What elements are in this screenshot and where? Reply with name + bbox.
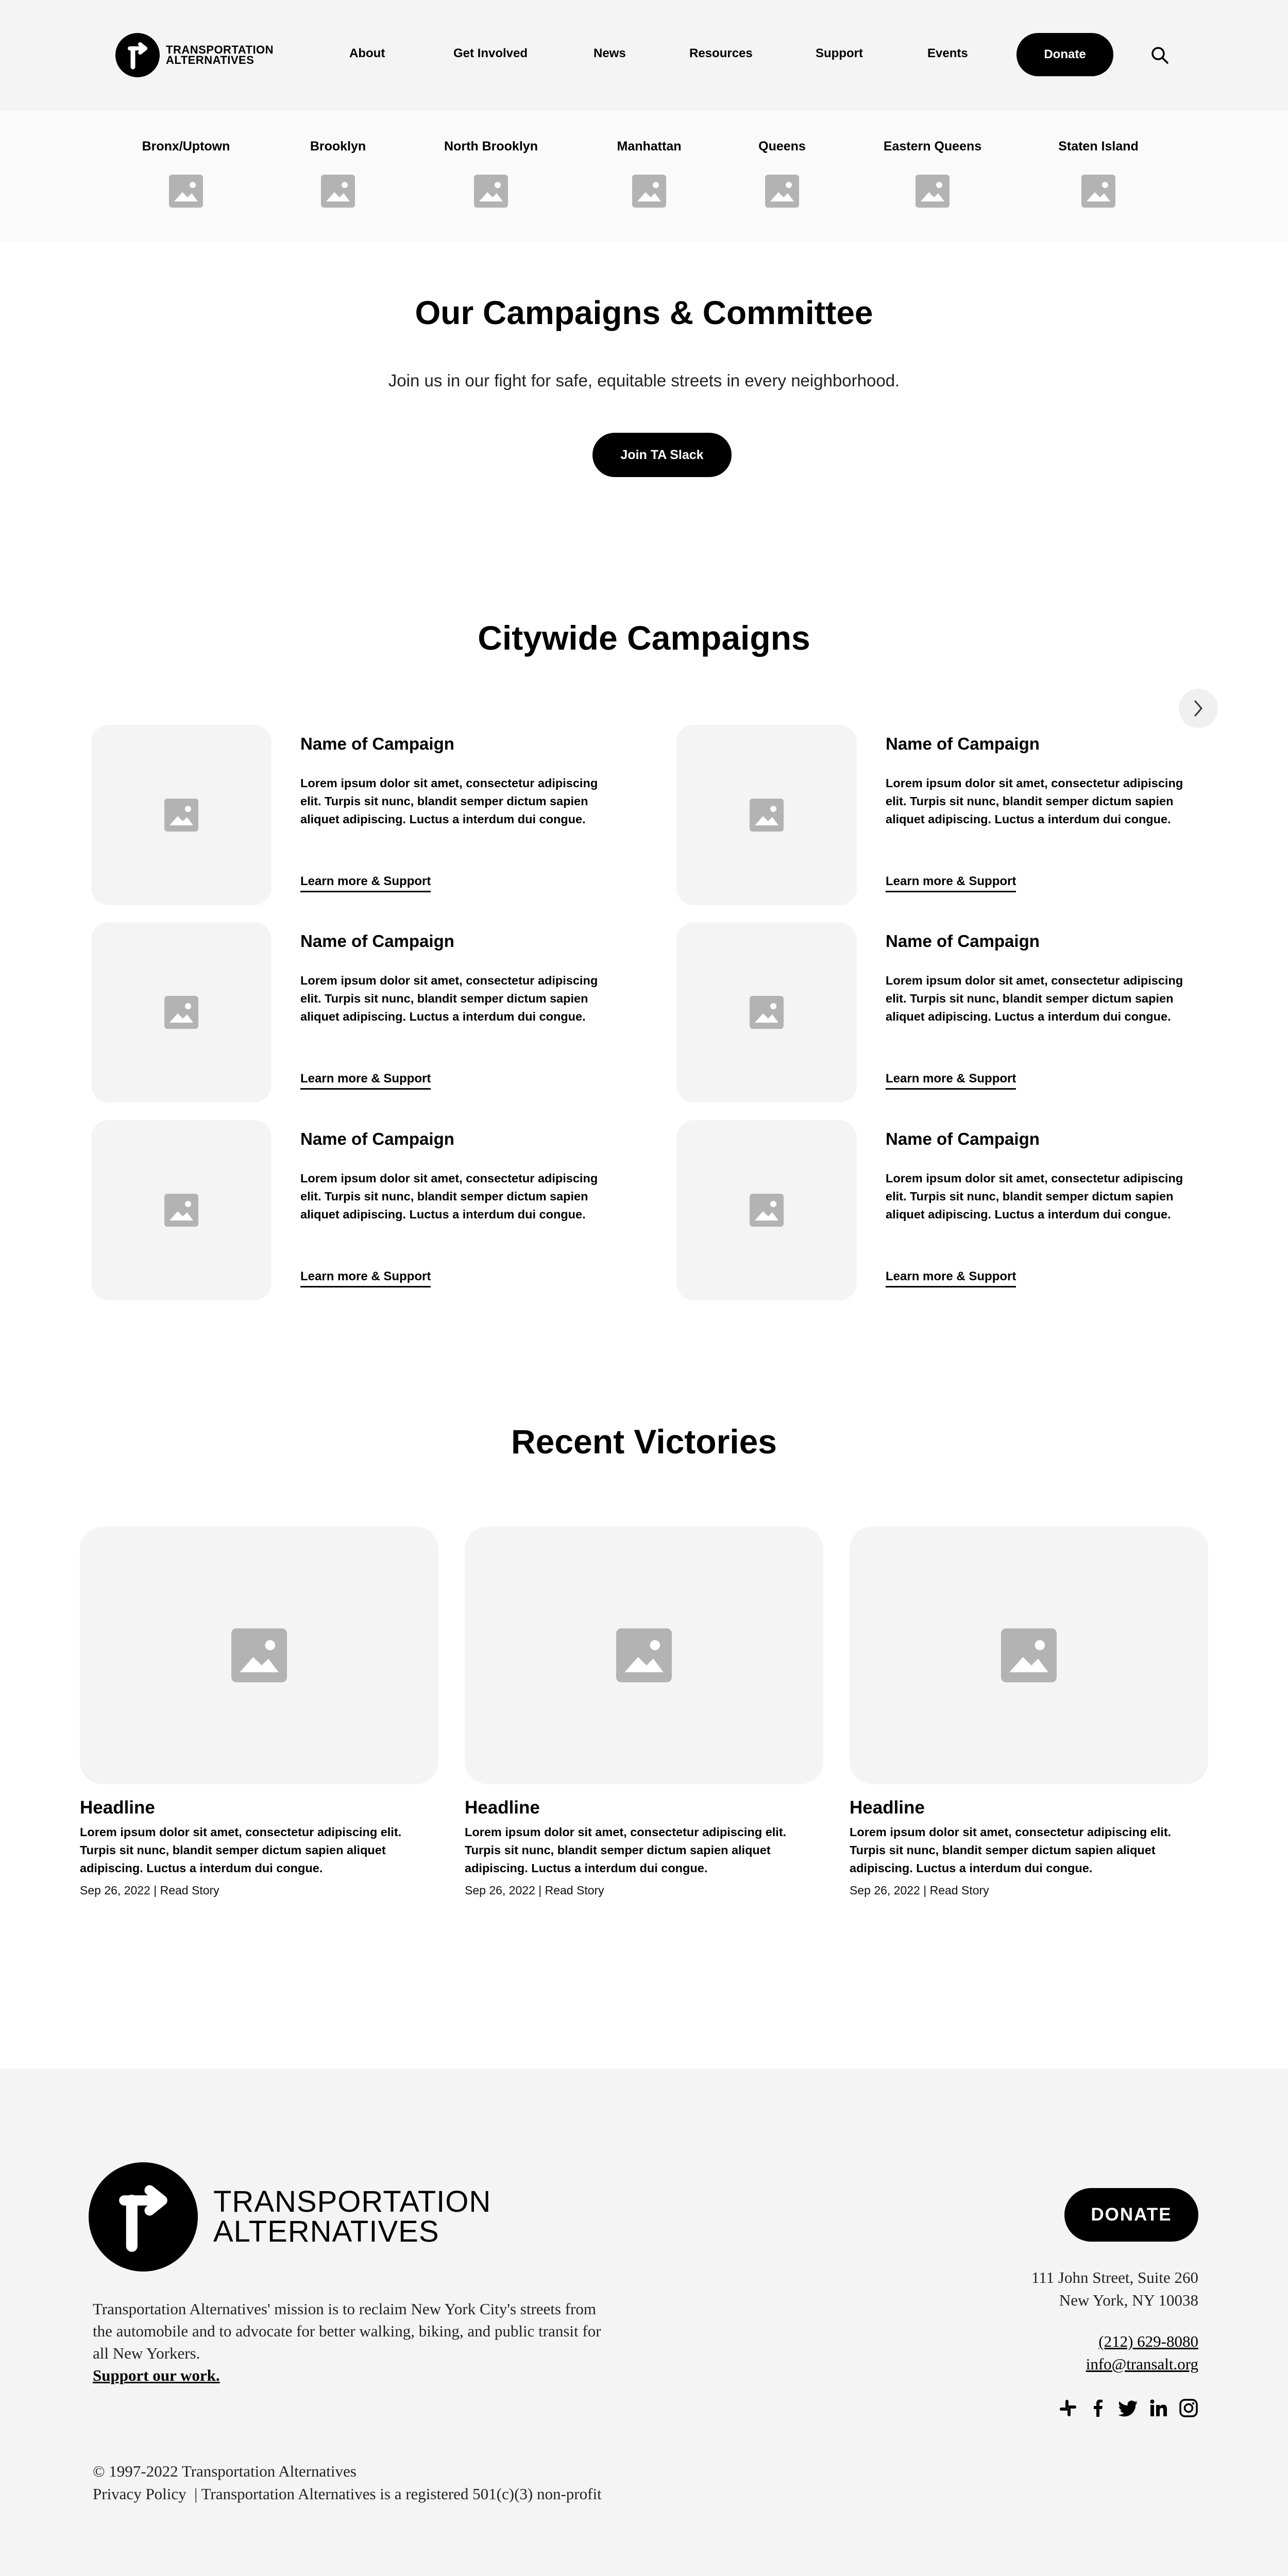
nav-news[interactable]: News: [594, 46, 626, 60]
victory-date: Sep 26, 2022: [850, 1884, 920, 1897]
logo[interactable]: [115, 33, 274, 77]
victory-date: Sep 26, 2022: [80, 1884, 150, 1897]
victory-headline[interactable]: Headline: [850, 1798, 925, 1818]
victory-image[interactable]: [80, 1527, 438, 1784]
campaign-name: Name of Campaign: [886, 931, 1040, 951]
footer-logo-line2: ALTERNATIVES: [213, 2215, 439, 2248]
address-line2: New York, NY 10038: [1059, 2291, 1198, 2309]
campaign-name: Name of Campaign: [300, 931, 454, 951]
nav-get-involved[interactable]: Get Involved: [453, 46, 528, 60]
campaign-name: Name of Campaign: [300, 734, 454, 753]
contact-info: [1086, 2330, 1198, 2376]
victory-image[interactable]: [465, 1527, 823, 1784]
borough-item[interactable]: [114, 139, 258, 208]
victory-description: Lorem ipsum dolor sit amet, consectetur adipiscing elit. Turpis sit nunc, blandit semper dictum sapien aliquet adipiscing. Luctus a interdum dui congue.: [465, 1825, 787, 1875]
page-title: Our Campaigns & Committee: [415, 294, 873, 331]
campaign-description: Lorem ipsum dolor sit amet, consectetur adipiscing elit. Turpis sit nunc, blandit semper dictum sapien aliquet adipiscing. Luctus a interdum dui congue.: [300, 974, 598, 1023]
site-header: [0, 0, 1288, 111]
borough-label: Brooklyn: [310, 139, 366, 154]
campaign-name: Name of Campaign: [886, 734, 1040, 753]
nav-resources[interactable]: Resources: [689, 46, 753, 60]
borough-item[interactable]: [710, 139, 854, 208]
logo-mark-icon: [115, 33, 160, 77]
campaign-name: Name of Campaign: [886, 1129, 1040, 1148]
copyright-text: © 1997-2022 Transportation Alternatives: [93, 2462, 357, 2480]
campaign-card: [91, 1120, 658, 1300]
borough-item[interactable]: [860, 139, 1005, 208]
image-placeholder-icon: [750, 1194, 784, 1227]
read-story-link[interactable]: Read Story: [545, 1884, 604, 1897]
image-placeholder-icon: [632, 175, 666, 208]
site-footer: [0, 2069, 1288, 2576]
campaign-description: Lorem ipsum dolor sit amet, consectetur adipiscing elit. Turpis sit nunc, blandit semper dictum sapien aliquet adipiscing. Luctus a interdum dui congue.: [300, 1172, 598, 1221]
nav-about[interactable]: About: [349, 46, 385, 60]
victory-meta: Sep 26, 2022 | Read Story: [850, 1884, 989, 1897]
learn-more-link[interactable]: Learn more & Support: [886, 874, 1016, 892]
address-line1: 111 John Street, Suite 260: [1031, 2268, 1198, 2286]
borough-item[interactable]: [419, 139, 563, 208]
footer-logo-line1: TRANSPORTATION: [213, 2185, 492, 2218]
victory-description: Lorem ipsum dolor sit amet, consectetur adipiscing elit. Turpis sit nunc, blandit semper dictum sapien aliquet adipiscing. Luctus a interdum dui congue.: [850, 1825, 1172, 1875]
footer-donate-button[interactable]: DONATE: [1064, 2188, 1198, 2242]
learn-more-link[interactable]: Learn more & Support: [886, 1269, 1016, 1287]
campaign-image: [676, 725, 857, 905]
borough-item[interactable]: [266, 139, 410, 208]
social-links: [1058, 2398, 1198, 2418]
image-placeholder-icon: [616, 1628, 672, 1683]
borough-label: Manhattan: [617, 139, 682, 154]
linkedin-icon[interactable]: [1149, 2398, 1168, 2418]
victory-card: [850, 1527, 1208, 1897]
victory-headline[interactable]: Headline: [80, 1798, 155, 1818]
victory-meta: Sep 26, 2022 | Read Story: [80, 1884, 219, 1897]
victory-description: Lorem ipsum dolor sit amet, consectetur adipiscing elit. Turpis sit nunc, blandit semper dictum sapien aliquet adipiscing. Luctus a interdum dui congue.: [80, 1825, 402, 1875]
image-placeholder-icon: [765, 175, 799, 208]
citywide-campaigns-title: Citywide Campaigns: [478, 619, 810, 657]
legal-line: [93, 2483, 634, 2505]
nonprofit-note: | Transportation Alternatives is a registered 501(c)(3) non-profit: [194, 2485, 602, 2503]
logo-text-line1: TRANSPORTATION: [166, 43, 274, 56]
footer-logo-text: [213, 2187, 491, 2247]
image-placeholder-icon: [474, 175, 508, 208]
phone-link[interactable]: (212) 629-8080: [1098, 2332, 1198, 2350]
instagram-icon[interactable]: [1179, 2398, 1198, 2418]
chevron-right-icon[interactable]: [1179, 689, 1218, 728]
mission-statement: [93, 2298, 608, 2386]
campaign-image: [91, 1120, 272, 1300]
recent-victories-title: Recent Victories: [511, 1422, 777, 1461]
support-link[interactable]: Support our work.: [93, 2366, 220, 2384]
campaign-description: Lorem ipsum dolor sit amet, consectetur adipiscing elit. Turpis sit nunc, blandit semper dictum sapien aliquet adipiscing. Luctus a interdum dui congue.: [886, 776, 1183, 826]
image-placeholder-icon: [321, 175, 355, 208]
campaign-card: [91, 922, 658, 1103]
borough-nav: [0, 111, 1288, 242]
victory-date: Sep 26, 2022: [465, 1884, 535, 1897]
victory-card: [80, 1527, 438, 1897]
campaign-image: [91, 922, 272, 1103]
footer-logo[interactable]: [89, 2162, 491, 2272]
facebook-icon[interactable]: [1088, 2398, 1108, 2418]
read-story-link[interactable]: Read Story: [929, 1884, 989, 1897]
borough-label: Eastern Queens: [883, 139, 982, 154]
image-placeholder-icon: [916, 175, 950, 208]
victory-image[interactable]: [850, 1527, 1208, 1784]
campaign-description: Lorem ipsum dolor sit amet, consectetur adipiscing elit. Turpis sit nunc, blandit semper dictum sapien aliquet adipiscing. Luctus a interdum dui congue.: [886, 1172, 1183, 1221]
victory-card: [465, 1527, 823, 1897]
join-slack-button[interactable]: Join TA Slack: [592, 433, 732, 477]
read-story-link[interactable]: Read Story: [160, 1884, 219, 1897]
campaign-name: Name of Campaign: [300, 1129, 454, 1148]
borough-label: North Brooklyn: [444, 139, 538, 154]
image-placeholder-icon: [231, 1628, 287, 1683]
image-placeholder-icon: [750, 799, 784, 832]
image-placeholder-icon: [169, 175, 203, 208]
campaign-card: [91, 725, 658, 905]
borough-item[interactable]: [577, 139, 721, 208]
campaign-description: Lorem ipsum dolor sit amet, consectetur adipiscing elit. Turpis sit nunc, blandit semper dictum sapien aliquet adipiscing. Luctus a interdum dui congue.: [886, 974, 1183, 1023]
borough-label: Queens: [758, 139, 806, 154]
image-placeholder-icon: [1081, 175, 1115, 208]
email-link[interactable]: info@transalt.org: [1086, 2355, 1198, 2373]
campaign-image: [676, 922, 857, 1103]
victory-headline[interactable]: Headline: [465, 1798, 540, 1818]
mission-text: Transportation Alternatives' mission is to reclaim New York City's streets from the automobile and to advocate for better walking, biking, and public transit for all New Yorkers.: [93, 2300, 601, 2362]
borough-item[interactable]: [1026, 139, 1171, 208]
borough-label: Bronx/Uptown: [142, 139, 230, 154]
campaign-image: [676, 1120, 857, 1300]
logo-text: [166, 45, 274, 65]
image-placeholder-icon: [164, 799, 198, 832]
logo-mark-icon: [89, 2162, 198, 2272]
logo-text-line2: ALTERNATIVES: [166, 54, 255, 66]
learn-more-link[interactable]: Learn more & Support: [300, 1269, 431, 1287]
campaign-card: [676, 922, 1243, 1103]
nav-events[interactable]: Events: [927, 46, 968, 60]
donate-button[interactable]: Donate: [1016, 33, 1113, 76]
campaign-card: [676, 725, 1243, 905]
learn-more-link[interactable]: Learn more & Support: [300, 1072, 431, 1090]
image-placeholder-icon: [750, 996, 784, 1029]
campaign-description: Lorem ipsum dolor sit amet, consectetur adipiscing elit. Turpis sit nunc, blandit semper dictum sapien aliquet adipiscing. Luctus a interdum dui congue.: [300, 776, 598, 826]
campaign-image: [91, 725, 272, 905]
borough-label: Staten Island: [1058, 139, 1139, 154]
copyright-block: [93, 2460, 634, 2505]
slack-icon[interactable]: [1058, 2398, 1078, 2418]
image-placeholder-icon: [164, 1194, 198, 1227]
image-placeholder-icon: [164, 996, 198, 1029]
address: [1031, 2266, 1198, 2312]
page-subtitle: Join us in our fight for safe, equitable streets in every neighborhood.: [388, 371, 900, 390]
learn-more-link[interactable]: Learn more & Support: [886, 1072, 1016, 1090]
search-icon[interactable]: [1150, 45, 1170, 65]
nav-support[interactable]: Support: [816, 46, 863, 60]
privacy-policy-link[interactable]: Privacy Policy: [93, 2485, 187, 2503]
image-placeholder-icon: [1001, 1628, 1057, 1683]
learn-more-link[interactable]: Learn more & Support: [300, 874, 431, 892]
campaign-card: [676, 1120, 1243, 1300]
twitter-icon[interactable]: [1118, 2398, 1139, 2418]
victory-meta: Sep 26, 2022 | Read Story: [465, 1884, 604, 1897]
